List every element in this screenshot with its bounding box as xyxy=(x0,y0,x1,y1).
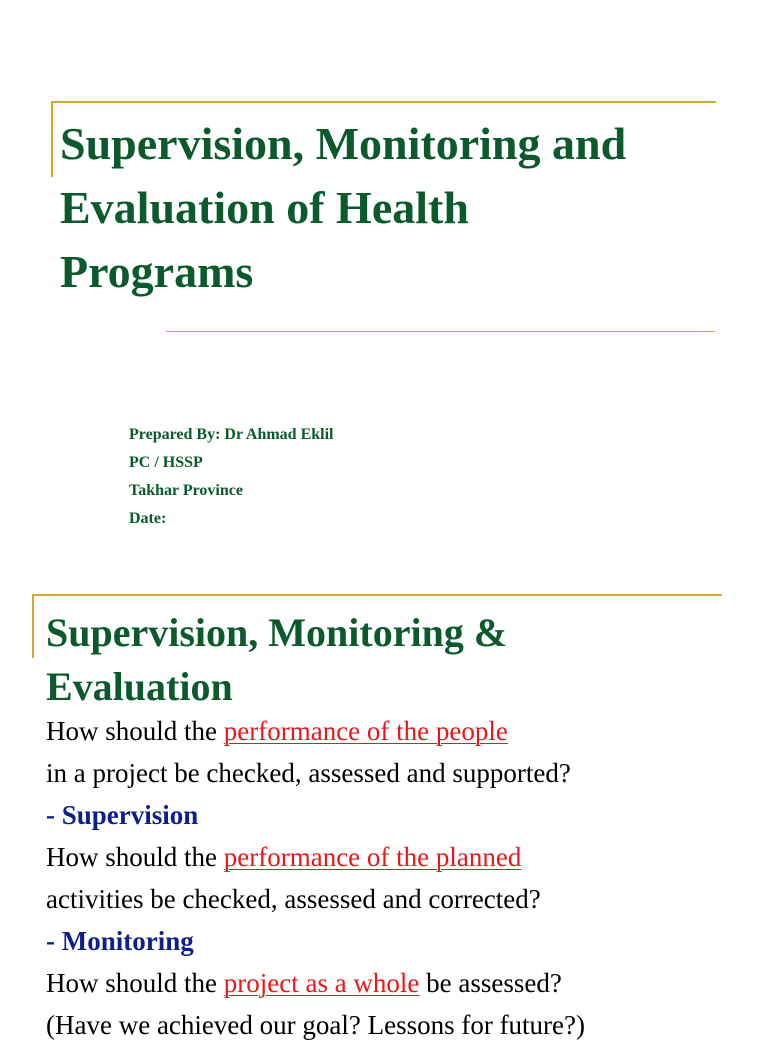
position: PC / HSSP xyxy=(129,454,203,471)
presenter-info xyxy=(129,421,333,533)
term-supervision: - Supervision xyxy=(46,800,199,830)
question-monitoring xyxy=(46,836,761,878)
slide-title-line-2: Evaluation xyxy=(46,664,233,709)
gold-bottom-rule xyxy=(166,331,715,332)
slide-title xyxy=(46,606,746,714)
question-prefix: How should the xyxy=(46,716,224,746)
question-supervision-cont: in a project be checked, assessed and supported? xyxy=(46,758,571,788)
highlight-whole: project as a whole xyxy=(223,968,420,998)
question-prefix: How should the xyxy=(46,842,224,872)
title-line-3: Programs xyxy=(60,246,254,297)
question-monitoring-cont: activities be checked, assessed and corrected? xyxy=(46,884,541,914)
presentation-title xyxy=(60,112,750,304)
question-prefix: How should the xyxy=(46,968,224,998)
slide-body xyxy=(46,710,761,1046)
term-monitoring: - Monitoring xyxy=(46,926,194,956)
gold-left-rule xyxy=(32,594,34,658)
content-slide xyxy=(0,580,768,1040)
province: Takhar Province xyxy=(129,482,243,499)
prepared-by: Prepared By: Dr Ahmad Eklil xyxy=(129,426,334,443)
question-suffix: be assessed? xyxy=(419,968,562,998)
gold-top-rule xyxy=(32,594,722,596)
title-line-1: Supervision, Monitoring and xyxy=(60,118,627,169)
question-supervision xyxy=(46,710,761,752)
title-line-2: Evaluation of Health xyxy=(60,182,469,233)
highlight-people: performance of the people xyxy=(223,716,508,746)
question-evaluation xyxy=(46,962,761,1004)
highlight-planned: performance of the planned xyxy=(223,842,522,872)
slide-title-line-1: Supervision, Monitoring & xyxy=(46,610,508,655)
date-label: Date: xyxy=(129,510,167,527)
question-evaluation-cont: (Have we achieved our goal? Lessons for future?) xyxy=(46,1010,586,1040)
gold-top-rule xyxy=(51,101,716,103)
gold-left-rule xyxy=(51,101,53,177)
